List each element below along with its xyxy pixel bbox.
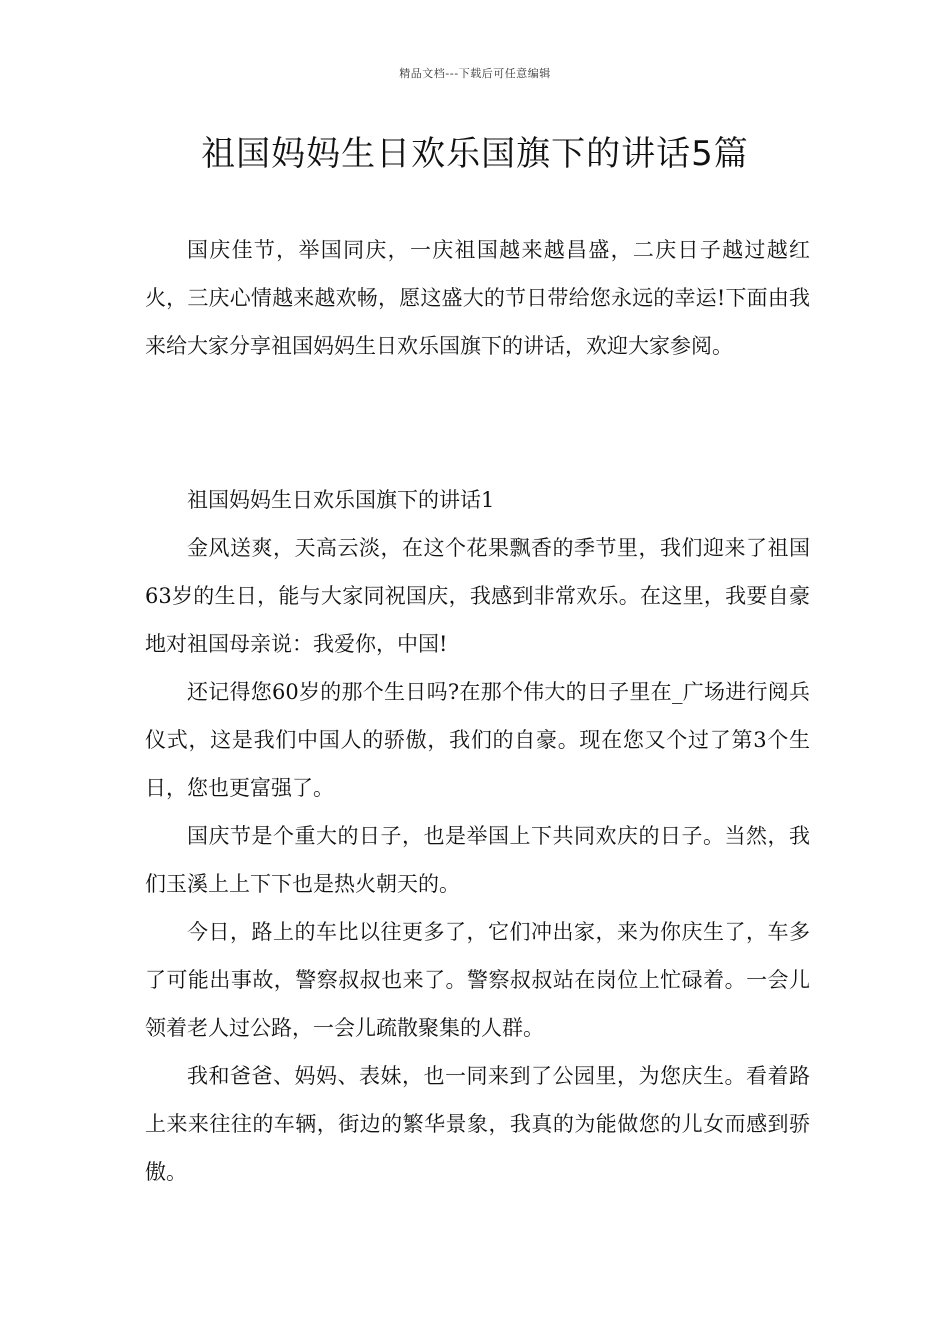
body-paragraph: 还记得您60岁的那个生日吗?在那个伟大的日子里在_广场进行阅兵仪式，这是我们中国人的骄傲，我们的自豪。现在您又个过了第3个生日，您也更富强了。 <box>145 680 810 800</box>
intro-block <box>145 226 810 370</box>
body-paragraph: 金风送爽，天高云淡，在这个花果飘香的季节里，我们迎来了祖国63岁的生日，能与大家同祝国庆，我感到非常欢乐。在这里，我要自豪地对祖国母亲说：我爱你，中国! <box>145 536 810 656</box>
body-paragraph: 今日，路上的车比以往更多了，它们冲出家，来为你庆生了，车多了可能出事故，警察叔叔也来了。警察叔叔站在岗位上忙碌着。一会儿领着老人过公路，一会儿疏散聚集的人群。 <box>145 920 810 1040</box>
body-paragraph: 国庆节是个重大的日子，也是举国上下共同欢庆的日子。当然，我们玉溪上上下下也是热火朝天的。 <box>145 824 810 896</box>
page-header: 精品文档---下载后可任意编辑 <box>399 67 551 80</box>
speech-section-1 <box>145 476 810 1196</box>
section-heading: 祖国妈妈生日欢乐国旗下的讲话1 <box>187 488 495 512</box>
body-paragraph: 我和爸爸、妈妈、表妹，也一同来到了公园里，为您庆生。看着路上来来往往的车辆，街边的繁华景象，我真的为能做您的儿女而感到骄傲。 <box>145 1064 810 1184</box>
document-title: 祖国妈妈生日欢乐国旗下的讲话5篇 <box>201 134 749 174</box>
intro-paragraph: 国庆佳节，举国同庆，一庆祖国越来越昌盛，二庆日子越过越红火，三庆心情越来越欢畅，愿这盛大的节日带给您永远的幸运!下面由我来给大家分享祖国妈妈生日欢乐国旗下的讲话，欢迎大家参阅。 <box>145 238 810 358</box>
